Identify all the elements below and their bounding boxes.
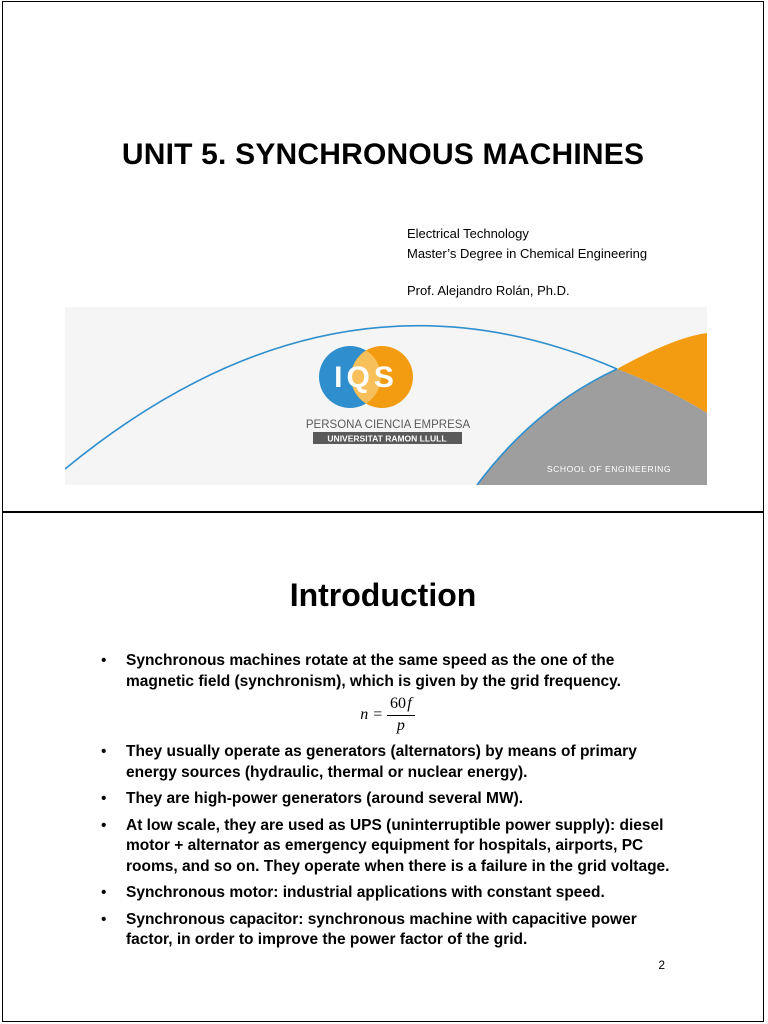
formula-lhs: n = bbox=[360, 705, 384, 723]
logo-letters: IQS bbox=[334, 361, 398, 394]
formula-fraction bbox=[387, 694, 415, 736]
slide-title bbox=[2, 1, 764, 512]
bullet-text: They usually operate as generators (alternators) by means of primary energy sources (hydraulic, thermal or nuclear energy). bbox=[126, 743, 637, 781]
bullet-glyph: • bbox=[101, 743, 107, 760]
bullet-item bbox=[99, 651, 679, 736]
intro-title: Introduction bbox=[289, 577, 477, 613]
course-info bbox=[407, 224, 647, 264]
bullet-glyph: • bbox=[101, 816, 107, 834]
bullet-glyph: • bbox=[101, 884, 107, 901]
professor-info bbox=[407, 281, 570, 301]
page-number: 2 bbox=[658, 958, 665, 972]
bullet-glyph: • bbox=[101, 652, 107, 669]
title-banner bbox=[65, 307, 707, 485]
bullet-item bbox=[99, 742, 679, 783]
logo-tagline: PERSONA CIENCIA EMPRESA bbox=[305, 419, 471, 431]
course-name: Electrical Technology bbox=[407, 226, 529, 241]
bullet-text: Synchronous capacitor: synchronous machine with capacitive power factor, in order to improve the power factor of the grid. bbox=[126, 910, 637, 948]
speed-formula bbox=[126, 694, 679, 736]
bullet-item bbox=[99, 883, 679, 904]
professor-name: Prof. Alejandro Rolán, Ph.D. bbox=[407, 283, 570, 298]
formula-denominator: p bbox=[396, 716, 405, 734]
formula-numerator-var: f bbox=[407, 695, 412, 712]
unit-title: UNIT 5. SYNCHRONOUS MACHINES bbox=[121, 138, 645, 171]
degree-name: Master’s Degree in Chemical Engineering bbox=[407, 246, 648, 261]
bullet-item bbox=[99, 789, 679, 810]
bullet-glyph: • bbox=[101, 790, 107, 807]
bullet-list bbox=[99, 651, 679, 957]
bullet-text: At low scale, they are used as UPS (uninterruptible power supply): diesel motor + alternator as emergency equipment for hospitals, airports, PC rooms, and so on. They operate when there is a failure in the grid voltage. bbox=[126, 816, 670, 875]
school-label: SCHOOL OF ENGINEERING bbox=[546, 464, 672, 474]
slide-introduction bbox=[2, 512, 764, 1022]
formula-numerator-number: 60 bbox=[389, 695, 406, 712]
logo-university: UNIVERSITAT RAMON LLULL bbox=[327, 433, 447, 444]
bullet-item bbox=[99, 910, 679, 951]
bullet-text: They are high-power generators (around several MW). bbox=[126, 790, 524, 807]
bullet-item bbox=[99, 816, 679, 878]
bullet-glyph: • bbox=[101, 910, 107, 928]
bullet-text: Synchronous motor: industrial applications with constant speed. bbox=[126, 884, 605, 901]
bullet-text: Synchronous machines rotate at the same speed as the one of the magnetic field (synchronism), which is given by the grid frequency. bbox=[126, 652, 621, 690]
formula-numerator bbox=[387, 694, 415, 716]
